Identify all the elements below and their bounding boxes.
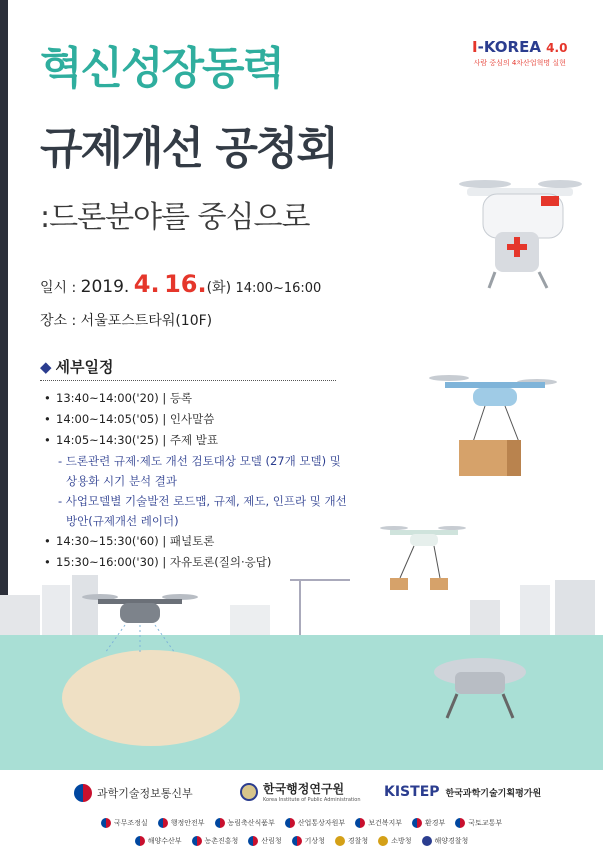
agency-row-2 (0, 836, 603, 846)
schedule-subitem: 방안(규제개선 레이더) (66, 514, 179, 528)
kistep-logo: KISTEP (384, 784, 440, 800)
subtitle: :드론분야를 중심으로 (40, 200, 310, 235)
taegeuk-icon (192, 836, 202, 846)
medical-drone-illustration (455, 170, 585, 310)
schedule-item: • 13:40~14:00('20) | 등록 (44, 388, 344, 409)
agency-row-1 (0, 818, 603, 828)
title-line2: 규제개선 공청회 (40, 123, 337, 174)
schedule-item: • 14:30~15:30('60) | 패널토론 (44, 531, 344, 552)
org-kipa: 한국행정연구원 Korea Institute of Public Administration (240, 780, 361, 803)
bullet-icon: • (44, 412, 51, 426)
schedule-subitem: - 드론관련 규제·제도 개선 검토대상 모델 (27개 모델) 및 (58, 454, 341, 468)
schedule-heading (40, 356, 114, 377)
large-drone-illustration (425, 652, 535, 722)
taegeuk-icon (215, 818, 225, 828)
event-date (40, 270, 321, 298)
logo-slogan: 사람 중심의 4차산업혁명 실현 (473, 59, 566, 67)
agency: 농림축산식품부 (215, 818, 275, 828)
dotted-divider (40, 380, 336, 381)
taegeuk-icon (248, 836, 258, 846)
place-value: 서울포스트타워(10F) (80, 313, 213, 329)
taegeuk-icon (285, 818, 295, 828)
logo-version: 4.0 (546, 41, 568, 55)
agency: 산림청 (248, 836, 281, 846)
taegeuk-icon (101, 818, 111, 828)
agency: 해양경찰청 (422, 836, 469, 846)
taegeuk-icon (412, 818, 422, 828)
schedule-item: • 15:30~16:00('30) | 자유토론(질의·응답) (44, 552, 344, 573)
farm-field (62, 650, 240, 746)
date-label: 일시 : (40, 280, 77, 296)
schedule-title: 세부일정 (55, 358, 114, 376)
i-korea-logo (472, 38, 567, 68)
diamond-icon: ◆ (40, 358, 52, 376)
schedule-list (44, 388, 347, 573)
police-emblem-icon (335, 836, 345, 846)
taegeuk-icon (158, 818, 168, 828)
bullet-icon: • (44, 555, 51, 569)
event-place (40, 310, 212, 330)
schedule-item: • 14:05~14:30('25) | 주제 발표 (44, 430, 344, 451)
schedule-subitem: 상용화 시기 분석 결과 (66, 474, 177, 488)
schedule-subitem: - 사업모델별 기술발전 로드맵, 규제, 제도, 인프라 및 개선 (58, 494, 347, 508)
agency: 환경부 (412, 818, 445, 828)
agriculture-drone-illustration (80, 585, 200, 655)
agency: 국토교통부 (455, 818, 502, 828)
date-year: 2019. (80, 277, 130, 297)
agency: 경찰청 (335, 836, 368, 846)
footer (0, 770, 603, 856)
bullet-icon: • (44, 433, 51, 447)
date-day: 16. (164, 270, 207, 298)
schedule-item: • 14:00~14:05('05) | 인사말씀 (44, 409, 344, 430)
taegeuk-icon (135, 836, 145, 846)
org-msit: 과학기술정보통신부 (74, 784, 193, 802)
taegeuk-icon (355, 818, 365, 828)
agency: 보건복지부 (355, 818, 402, 828)
bullet-icon: • (44, 391, 51, 405)
date-time: 14:00~16:00 (235, 281, 322, 296)
kipa-emblem-icon (240, 783, 258, 801)
agency: 행정안전부 (158, 818, 205, 828)
taegeuk-icon (74, 784, 92, 802)
agency: 산업통상자원부 (285, 818, 345, 828)
date-month: 4. (133, 270, 160, 298)
coastguard-emblem-icon (422, 836, 432, 846)
taegeuk-icon (292, 836, 302, 846)
bullet-icon: • (44, 534, 51, 548)
org-kistep: KISTEP 한국과학기술기획평가원 (384, 784, 542, 800)
fire-emblem-icon (378, 836, 388, 846)
title-line1: 혁신성장동력 (40, 43, 284, 94)
agency: 해양수산부 (135, 836, 182, 846)
date-weekday: (화) (206, 280, 232, 296)
agency: 농촌진흥청 (192, 836, 239, 846)
logo-korea: -KOREA (477, 38, 541, 56)
agency: 소방청 (378, 836, 411, 846)
parcel-drone-illustration (425, 360, 565, 490)
place-label: 장소 : (40, 313, 77, 329)
taegeuk-icon (455, 818, 465, 828)
agency: 국무조정실 (101, 818, 148, 828)
agency: 기상청 (292, 836, 325, 846)
logo-i: I (472, 38, 478, 56)
